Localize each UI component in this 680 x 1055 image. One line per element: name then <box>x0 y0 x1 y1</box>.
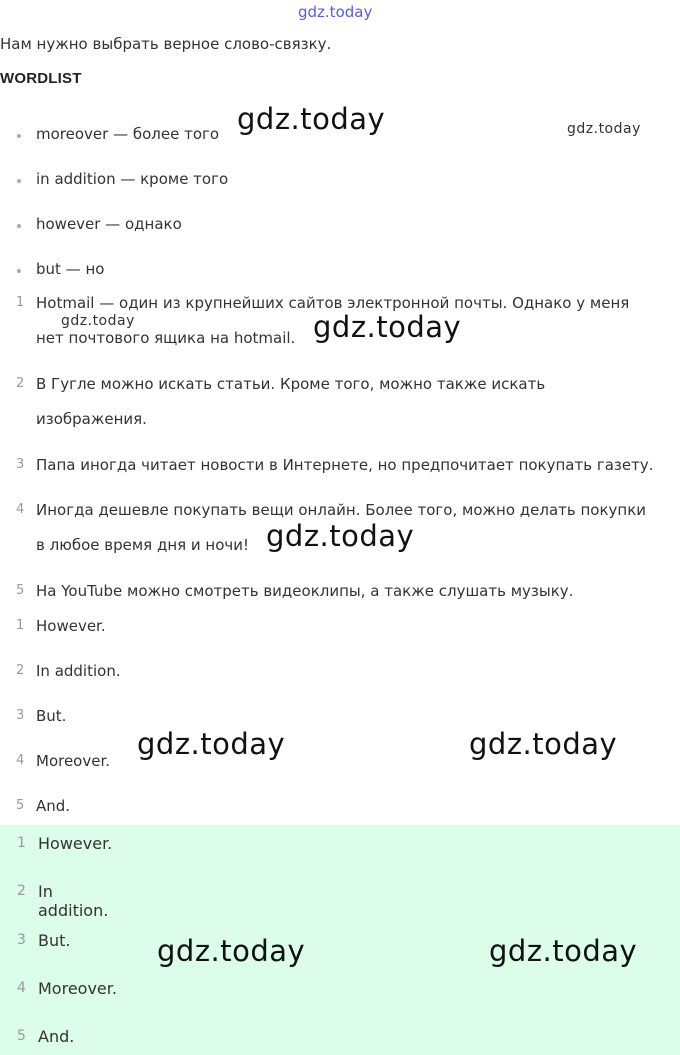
sentence-text <box>36 367 680 437</box>
wordlist-item-text: in addition — кроме того <box>36 170 229 188</box>
bullet-icon <box>17 179 21 183</box>
highlighted-answer-text: In addition. <box>38 882 109 920</box>
answer-number: 4 <box>16 753 25 768</box>
answer-number: 5 <box>16 798 25 813</box>
answer-number: 2 <box>16 663 25 678</box>
watermark: gdz.today <box>567 121 641 137</box>
sentence-number: 2 <box>16 376 25 391</box>
highlighted-answer-number: 3 <box>17 932 26 948</box>
bullet-icon <box>17 224 21 228</box>
answer-text: Moreover. <box>36 752 111 770</box>
highlighted-answer-text: Moreover. <box>38 979 117 998</box>
sentence-line: В Гугле можно искать статьи. Кроме того, можно также искать <box>36 375 546 393</box>
sentence-line: в любое время дня и ночи! <box>36 536 250 554</box>
highlighted-answer-text: But. <box>38 931 71 950</box>
answer-text: And. <box>36 797 71 815</box>
watermark: gdz.today <box>137 727 286 761</box>
sentence-number: 5 <box>16 583 25 598</box>
watermark: gdz.today <box>266 519 415 553</box>
bullet-icon <box>17 269 21 273</box>
answer-text: However. <box>36 617 106 635</box>
sentence-line: изображения. <box>36 410 147 428</box>
watermark: gdz.today <box>489 934 638 968</box>
sentence-line: нет почтового ящика на hotmail. <box>36 329 296 347</box>
highlighted-answer-text: And. <box>38 1027 75 1046</box>
highlighted-answer-number: 2 <box>17 883 26 899</box>
sentence-number: 3 <box>16 457 25 472</box>
intro-text: Нам нужно выбрать верное слово-связку. <box>0 35 332 53</box>
highlighted-answer-text: However. <box>38 834 113 853</box>
wordlist-item-text: but — но <box>36 260 105 278</box>
sentence-number: 4 <box>16 502 25 517</box>
answer-number: 3 <box>16 708 25 723</box>
sentence-text <box>36 574 680 609</box>
bullet-icon <box>17 134 21 138</box>
wordlist-heading: WORDLIST <box>0 70 82 87</box>
watermark: gdz.today <box>157 934 306 968</box>
sentence-line: На YouTube можно смотреть видеоклипы, а также слушать музыку. <box>36 582 574 600</box>
watermark: gdz.today <box>469 727 618 761</box>
sentence-line: Hotmail — один из крупнейших сайтов электронной почты. Однако у меня <box>36 294 630 312</box>
watermark: gdz.today <box>313 310 462 344</box>
watermark: gdz.today <box>237 102 386 136</box>
answer-text: In addition. <box>36 662 121 680</box>
answer-text: But. <box>36 707 67 725</box>
sentence-number: 1 <box>16 295 25 310</box>
highlighted-answer-number: 5 <box>17 1028 26 1044</box>
wordlist-item-text: however — однако <box>36 215 182 233</box>
answer-number: 1 <box>16 618 25 633</box>
highlighted-answer-number: 4 <box>17 980 26 996</box>
highlighted-answer-number: 1 <box>17 835 26 851</box>
wordlist-item-text: moreover — более того <box>36 125 220 143</box>
sentence-line: Папа иногда читает новости в Интернете, но предпочитает покупать газету. <box>36 456 654 474</box>
top-watermark: gdz.today <box>298 3 373 21</box>
sentence-text <box>36 448 680 483</box>
watermark: gdz.today <box>61 313 135 329</box>
sentence-line: Иногда дешевле покупать вещи онлайн. Более того, можно делать покупки <box>36 501 647 519</box>
